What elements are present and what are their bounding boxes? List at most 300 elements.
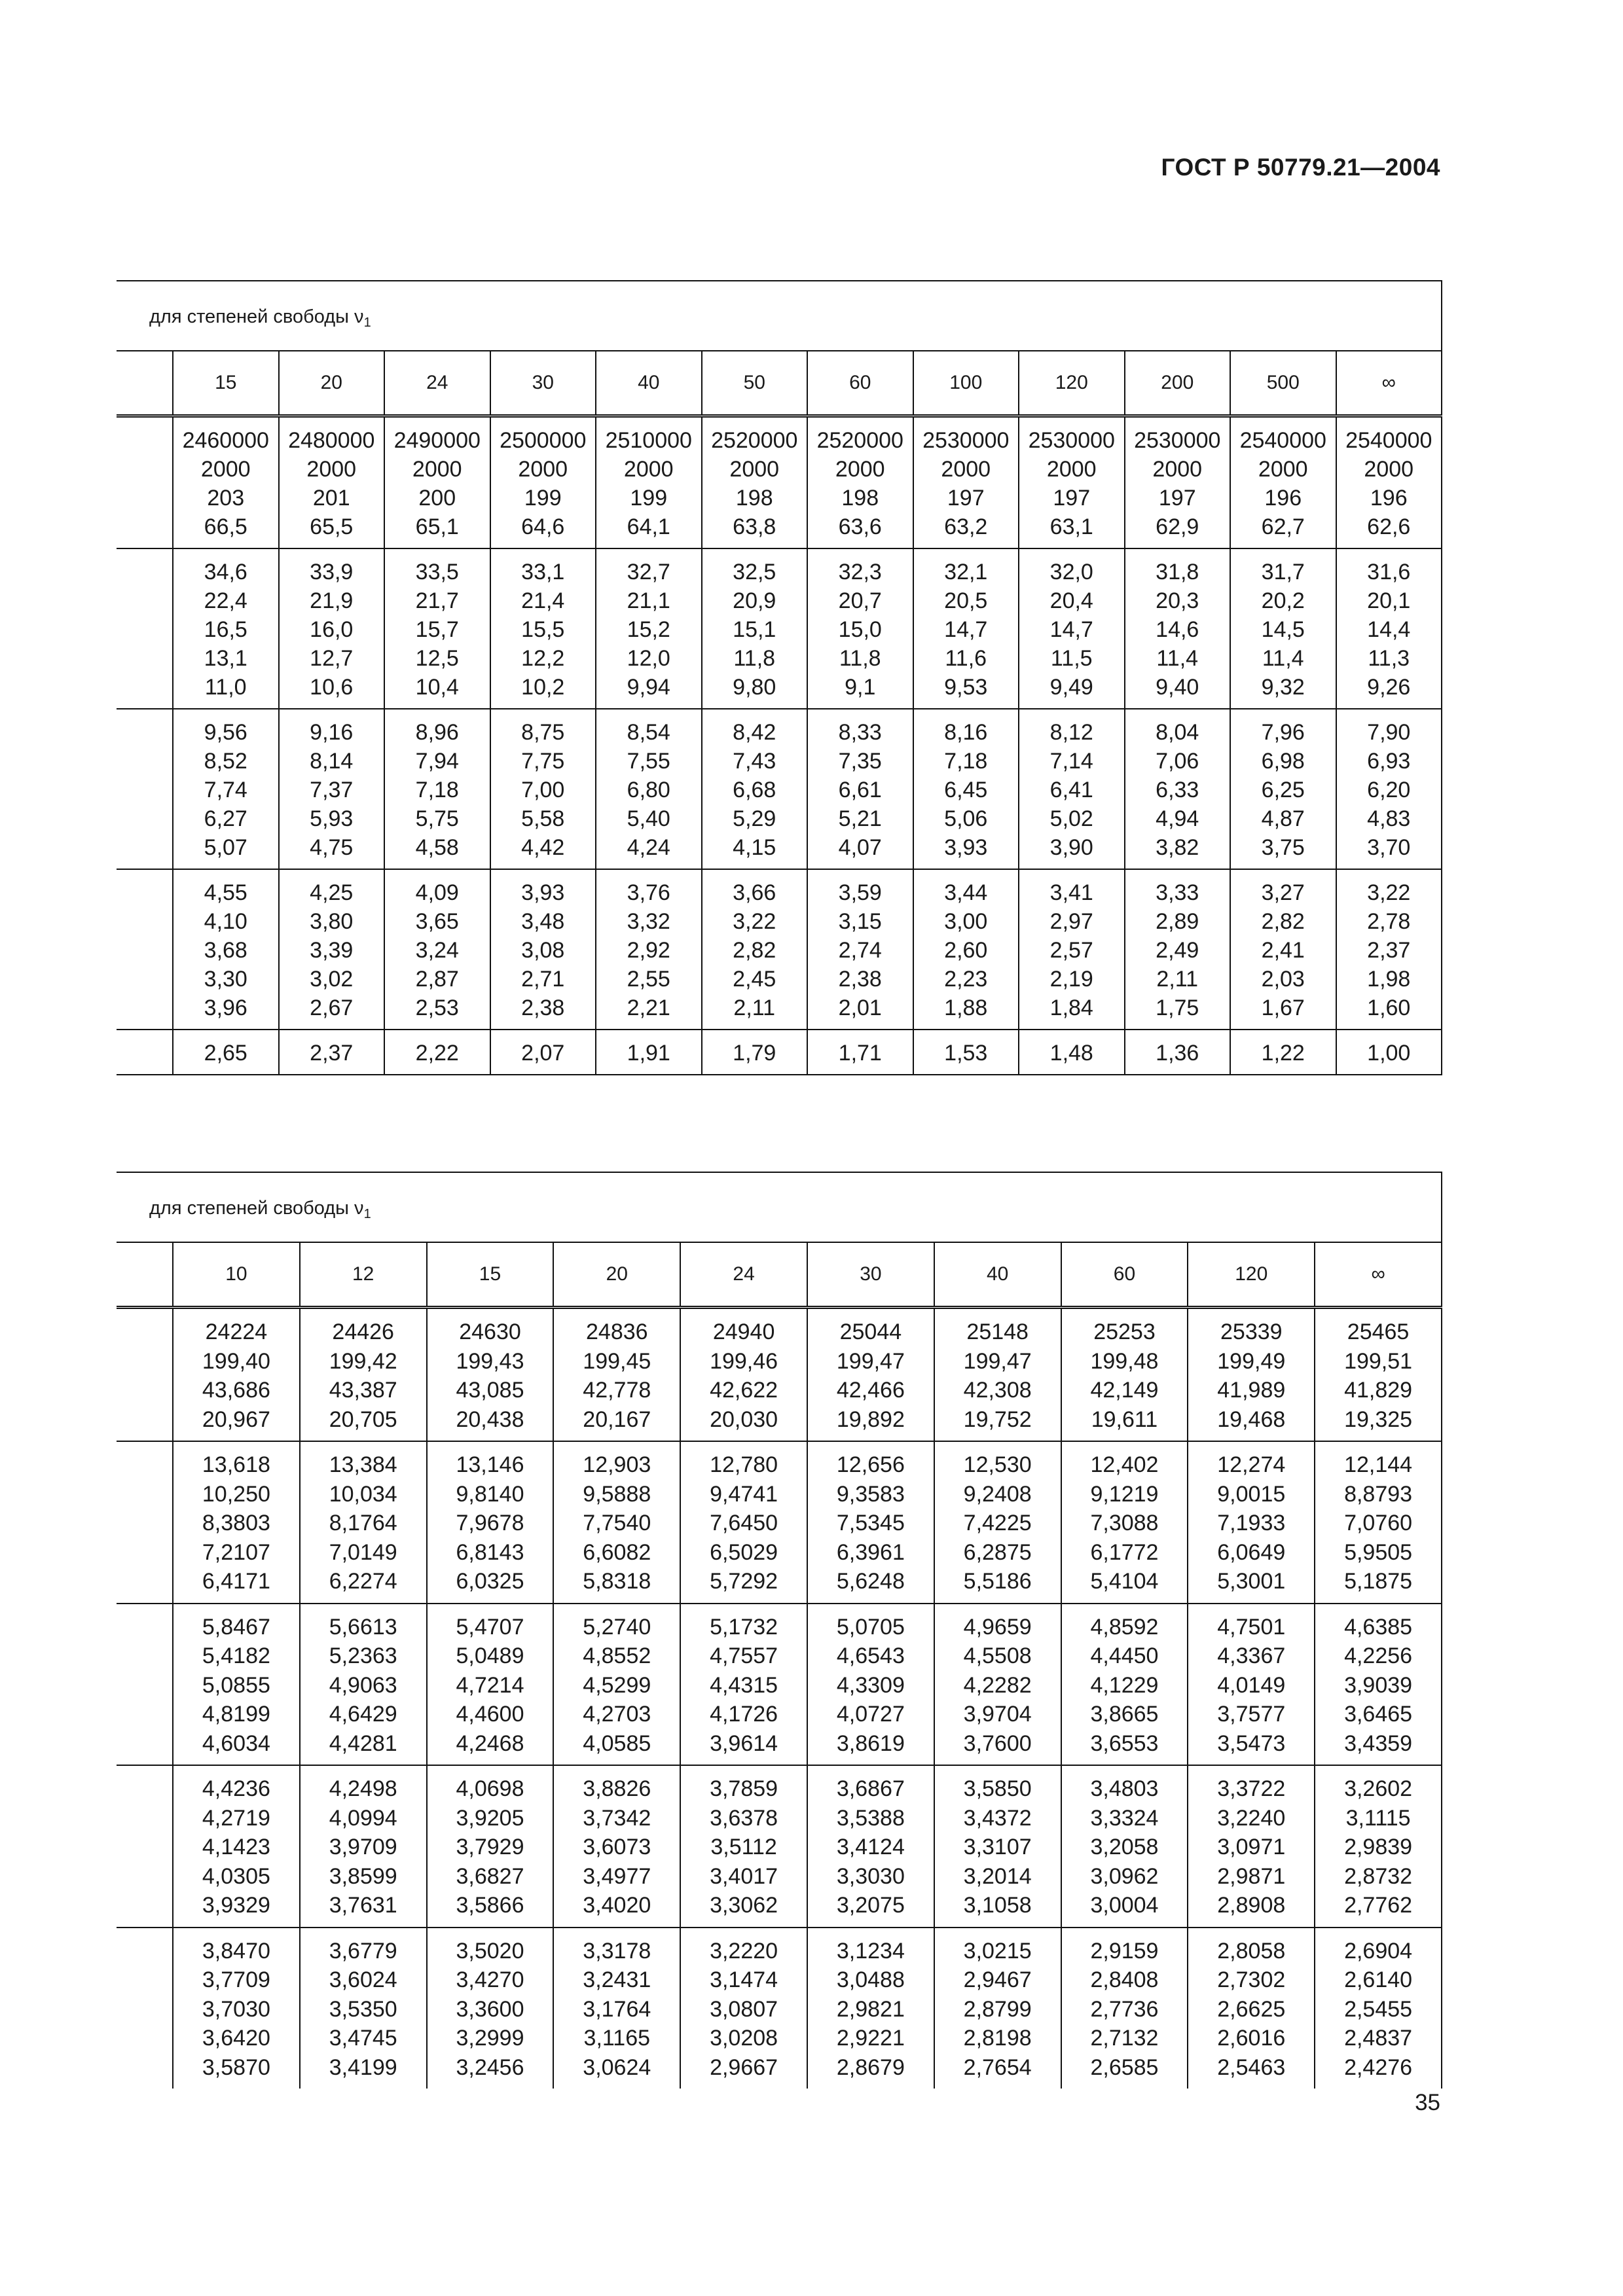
table-cell: 3,2240: [1217, 1805, 1286, 1831]
value-column: [1061, 1766, 1188, 1927]
table-cell: 16,0: [310, 617, 354, 642]
table-cell: 3,75: [1261, 835, 1305, 860]
table-cell: 3,2075: [836, 1893, 905, 1918]
table-cell: 3,4745: [329, 2026, 397, 2051]
table-cell: 32,0: [1049, 560, 1093, 584]
table-cell: 9,80: [733, 675, 776, 700]
table-cell: 21,1: [627, 588, 670, 613]
table-cell: 3,66: [733, 880, 776, 905]
table-cell: 4,0994: [329, 1805, 397, 1831]
value-column: [1061, 1442, 1188, 1603]
table-cell: 4,4281: [329, 1731, 397, 1756]
value-column: [490, 1030, 596, 1074]
table-cell: 3,2058: [1090, 1835, 1159, 1859]
table-cell: 9,2408: [963, 1481, 1032, 1507]
table-cell: 1,88: [944, 996, 988, 1020]
value-column: [426, 1604, 553, 1765]
table-cell: 2460000: [182, 428, 269, 453]
table-cell: 3,5388: [836, 1805, 905, 1831]
table-cell: 22,4: [204, 588, 247, 613]
table-cell: 2,8799: [963, 1996, 1032, 2022]
value-column: [1018, 418, 1124, 548]
table-cell: 20,3: [1156, 588, 1199, 613]
value-column: [1061, 1604, 1188, 1765]
row-label-gutter: [117, 1442, 172, 1603]
table-cell: 3,4977: [583, 1863, 651, 1889]
table-cell: 3,82: [1156, 835, 1199, 860]
value-column: [278, 1030, 384, 1074]
table-cell: 6,6082: [583, 1539, 651, 1565]
value-column: [807, 1604, 934, 1765]
value-column: [490, 549, 596, 708]
table-cell: 3,6465: [1344, 1702, 1413, 1727]
table-cell: 3,4017: [710, 1863, 778, 1889]
value-column: [807, 418, 913, 548]
table-cell: 5,4104: [1090, 1569, 1159, 1594]
table-cell: 4,83: [1367, 806, 1411, 831]
value-column: [426, 1766, 553, 1927]
value-column: [299, 1442, 426, 1603]
table-cell: 196: [1264, 486, 1302, 511]
table-cell: 4,0305: [202, 1863, 270, 1889]
table-cell: 62,9: [1156, 514, 1199, 539]
table-cell: 3,1234: [836, 1938, 905, 1964]
table-cell: 2,92: [627, 938, 670, 963]
value-column: [278, 418, 384, 548]
table-cell: 11,8: [733, 646, 776, 671]
value-column: [553, 1442, 680, 1603]
table-cell: 3,96: [204, 996, 247, 1020]
table-cell: 14,7: [1049, 617, 1093, 642]
table-cell: 3,9709: [329, 1835, 397, 1859]
table-cell: 2,65: [204, 1041, 247, 1066]
row-label-gutter: [117, 1604, 172, 1765]
table-cell: 3,0215: [963, 1938, 1032, 1964]
table-cell: 3,8665: [1090, 1702, 1159, 1727]
table-cell: 3,8470: [202, 1938, 270, 1964]
table-cell: 3,15: [838, 909, 882, 934]
value-column: [934, 1766, 1061, 1927]
column-header: 120: [1018, 351, 1124, 414]
table-cell: 24630: [459, 1319, 521, 1344]
table-cell: 5,2363: [329, 1643, 397, 1668]
table-cell: 4,09: [415, 880, 459, 905]
table-cell: 2,01: [838, 996, 882, 1020]
table-cell: 4,87: [1261, 806, 1305, 831]
table-cell: 20,9: [733, 588, 776, 613]
table-cell: 2,03: [1261, 967, 1305, 992]
table-cell: 3,0962: [1090, 1863, 1159, 1889]
table-cell: 2,37: [1367, 938, 1411, 963]
value-column: [1187, 1604, 1314, 1765]
table-cell: 63,8: [733, 514, 776, 539]
table-cell: 4,1423: [202, 1835, 270, 1859]
table-cell: 2000: [941, 457, 991, 482]
value-column: [680, 1309, 807, 1441]
table-cell: 2,53: [415, 996, 459, 1020]
value-column: [807, 549, 913, 708]
column-header: 30: [807, 1243, 934, 1306]
value-column: [278, 870, 384, 1029]
table-cell: 4,2468: [456, 1731, 524, 1756]
table-cell: 8,16: [944, 720, 988, 745]
table-cell: 4,1726: [710, 1702, 778, 1727]
caption-subscript: 1: [363, 315, 371, 330]
table-cell: 3,32: [627, 909, 670, 934]
value-column: [913, 549, 1019, 708]
table-cell: 8,04: [1156, 720, 1199, 745]
table-cell: 198: [841, 486, 879, 511]
table-cell: 2,9467: [963, 1967, 1032, 1992]
table-cell: 3,80: [310, 909, 354, 934]
row-group: [117, 709, 1442, 870]
caption-label: для степеней свободы ν: [149, 306, 364, 327]
table-cell: 6,3961: [836, 1539, 905, 1565]
table-cell: 2,37: [310, 1041, 354, 1066]
table-cell: 8,8793: [1344, 1481, 1413, 1507]
table-cell: 9,26: [1367, 675, 1411, 700]
table-cell: 2540000: [1345, 428, 1432, 453]
table-cell: 3,3107: [963, 1835, 1032, 1859]
value-column: [807, 1766, 934, 1927]
table-cell: 2,8679: [836, 2054, 905, 2080]
table-cell: 2,9821: [836, 1996, 905, 2022]
table-cell: 7,0760: [1344, 1511, 1413, 1535]
table-cell: 2,57: [1049, 938, 1093, 963]
column-header-row: [117, 350, 1442, 418]
table-cell: 2,9839: [1344, 1835, 1413, 1859]
table-cell: 7,5345: [836, 1511, 905, 1535]
value-column: [701, 1030, 807, 1074]
table-cell: 3,3722: [1217, 1776, 1286, 1801]
column-header: 500: [1230, 351, 1336, 414]
row-group: [117, 1030, 1442, 1075]
row-label-gutter: [117, 1928, 172, 2089]
table-cell: 4,7501: [1217, 1614, 1286, 1640]
table-cell: 4,5508: [963, 1643, 1032, 1668]
table-cell: 43,387: [329, 1378, 397, 1403]
table-cell: 25253: [1093, 1319, 1156, 1344]
table-cell: 4,9063: [329, 1672, 397, 1698]
table-cell: 3,24: [415, 938, 459, 963]
value-column: [595, 549, 701, 708]
row-label-gutter: [117, 1243, 172, 1306]
table-cell: 3,3030: [836, 1863, 905, 1889]
table-cell: 2510000: [605, 428, 692, 453]
table-cell: 11,6: [945, 646, 987, 671]
table-cell: 6,98: [1261, 749, 1305, 774]
table-cell: 9,1: [845, 675, 876, 700]
table-cell: 5,3001: [1217, 1569, 1286, 1594]
value-column: [1230, 870, 1336, 1029]
table-cell: 3,9329: [202, 1893, 270, 1918]
table-cell: 9,0015: [1217, 1481, 1286, 1507]
value-column: [1124, 418, 1230, 548]
table-cell: 3,7709: [202, 1967, 270, 1992]
table-cell: 2,6016: [1217, 2026, 1286, 2051]
value-column: [807, 1309, 934, 1441]
table-cell: 19,752: [963, 1407, 1032, 1432]
table-cell: 2,9871: [1217, 1863, 1286, 1889]
value-column: [913, 870, 1019, 1029]
value-column: [934, 1928, 1061, 2089]
table-cell: 10,6: [310, 675, 354, 700]
table-cell: 5,07: [204, 835, 247, 860]
table-cell: 12,2: [521, 646, 565, 671]
table-cell: 9,56: [204, 720, 247, 745]
table-cell: 1,00: [1367, 1041, 1411, 1066]
table-cell: 6,5029: [710, 1539, 778, 1565]
table-cell: 199,43: [456, 1348, 524, 1374]
table-cell: 1,79: [733, 1041, 776, 1066]
table-cell: 19,468: [1217, 1407, 1286, 1432]
table-cell: 4,2719: [202, 1805, 270, 1831]
value-column: [384, 1030, 490, 1074]
value-column: [553, 1309, 680, 1441]
value-column: [426, 1309, 553, 1441]
column-header: 40: [934, 1243, 1061, 1306]
row-group: [117, 418, 1442, 549]
table-cell: 2,38: [521, 996, 565, 1020]
table-cell: 3,5473: [1217, 1731, 1286, 1756]
table-cell: 21,7: [415, 588, 459, 613]
table-cell: 4,55: [204, 880, 247, 905]
value-column: [1018, 549, 1124, 708]
table-cell: 2,55: [627, 967, 670, 992]
table-cell: 9,16: [310, 720, 354, 745]
value-column: [934, 1442, 1061, 1603]
table-cell: 33,1: [521, 560, 565, 584]
table-cell: 7,90: [1367, 720, 1411, 745]
table-cell: 42,149: [1090, 1378, 1159, 1403]
table-cell: 3,2220: [710, 1938, 778, 1964]
table-cell: 15,5: [521, 617, 565, 642]
table-cell: 2,41: [1261, 938, 1305, 963]
table-cell: 4,58: [415, 835, 459, 860]
value-column: [553, 1928, 680, 2089]
table-cell: 3,3062: [710, 1893, 778, 1918]
table-cell: 12,0: [627, 646, 670, 671]
table-cell: 2000: [623, 457, 674, 482]
table-cell: 3,59: [838, 880, 882, 905]
table-cell: 20,7: [838, 588, 882, 613]
row-group: [117, 1766, 1442, 1928]
table-cell: 2540000: [1239, 428, 1326, 453]
table-cell: 197: [1053, 486, 1091, 511]
value-column: [1230, 1030, 1336, 1074]
table-cell: 4,10: [204, 909, 247, 934]
table-cell: 3,5870: [202, 2054, 270, 2080]
table-cell: 5,58: [521, 806, 565, 831]
table-cell: 2520000: [711, 428, 798, 453]
value-column: [172, 1309, 299, 1441]
table-cell: 3,93: [944, 835, 988, 860]
table-cell: 2000: [306, 457, 357, 482]
table-cell: 3,44: [944, 880, 988, 905]
table-cell: 41,829: [1344, 1378, 1413, 1403]
value-column: [299, 1309, 426, 1441]
table-cell: 2530000: [1028, 428, 1115, 453]
table-cell: 5,4707: [456, 1614, 524, 1640]
caption-subscript: 1: [363, 1207, 371, 1221]
value-column: [1314, 1928, 1442, 2089]
table-cell: 3,48: [521, 909, 565, 934]
value-column: [595, 1030, 701, 1074]
table-cell: 10,4: [415, 675, 459, 700]
table-cell: 3,4803: [1090, 1776, 1159, 1801]
table-cell: 7,55: [627, 749, 670, 774]
value-column: [172, 1766, 299, 1927]
table-cell: 2530000: [1134, 428, 1221, 453]
table-cell: 3,68: [204, 938, 247, 963]
table-cell: 6,0649: [1217, 1539, 1286, 1565]
table-cell: 4,2703: [583, 1702, 651, 1727]
table-cell: 33,9: [310, 560, 354, 584]
table-cell: 2,82: [733, 938, 776, 963]
table-cell: 9,49: [1049, 675, 1093, 700]
table-cell: 20,705: [329, 1407, 397, 1432]
table-cell: 34,6: [204, 560, 247, 584]
table-cell: 3,65: [415, 909, 459, 934]
table-cell: 3,6378: [710, 1805, 778, 1831]
table-cell: 4,6034: [202, 1731, 270, 1756]
table-cell: 11,4: [1262, 646, 1304, 671]
table-cell: 9,32: [1261, 675, 1305, 700]
row-label-gutter: [117, 351, 172, 414]
table-cell: 12,656: [836, 1452, 905, 1477]
value-column: [426, 1442, 553, 1603]
table-cell: 5,0489: [456, 1643, 524, 1668]
table-cell: 3,9704: [963, 1702, 1032, 1727]
table-cell: 3,0488: [836, 1967, 905, 1992]
table-cell: 3,2014: [963, 1863, 1032, 1889]
table-cell: 2,8058: [1217, 1938, 1286, 1964]
table-cell: 8,54: [627, 720, 670, 745]
table-cell: 3,8619: [836, 1731, 905, 1756]
table-cell: 4,9659: [963, 1614, 1032, 1640]
table-cell: 43,085: [456, 1378, 524, 1403]
table-cell: 3,41: [1049, 880, 1093, 905]
table-cell: 3,5350: [329, 1996, 397, 2022]
row-group: [117, 549, 1442, 709]
value-column: [1230, 418, 1336, 548]
table-cell: 5,8318: [583, 1569, 651, 1594]
table-cell: 31,7: [1261, 560, 1305, 584]
table-cell: 2,9159: [1090, 1938, 1159, 1964]
table-cell: 66,5: [204, 514, 247, 539]
table-cell: 7,2107: [202, 1539, 270, 1565]
row-label-gutter: [117, 549, 172, 708]
table-cell: 199,45: [583, 1348, 651, 1374]
table-cell: 4,2282: [963, 1672, 1032, 1698]
table-cell: 5,93: [310, 806, 354, 831]
table-cell: 63,6: [838, 514, 882, 539]
table-cell: 19,611: [1091, 1407, 1158, 1432]
value-column: [172, 870, 278, 1029]
table-cell: 2,7654: [963, 2054, 1032, 2080]
table-cell: 16,5: [204, 617, 247, 642]
table-cell: 4,07: [838, 835, 882, 860]
table-cell: 4,24: [627, 835, 670, 860]
row-label-gutter: [117, 1766, 172, 1927]
table-cell: 25044: [839, 1319, 902, 1344]
table-cell: 2000: [1046, 457, 1097, 482]
table-cell: 1,36: [1156, 1041, 1199, 1066]
value-column: [701, 709, 807, 869]
table-cell: 32,7: [627, 560, 670, 584]
table-cell: 31,6: [1367, 560, 1411, 584]
table-cell: 3,6867: [836, 1776, 905, 1801]
value-column: [1336, 1030, 1443, 1074]
table-cell: 11,5: [1050, 646, 1093, 671]
table-cell: 4,75: [310, 835, 354, 860]
table-cell: 2,8732: [1344, 1863, 1413, 1889]
table-cell: 2,9667: [710, 2054, 778, 2080]
table-cell: 2,97: [1049, 909, 1093, 934]
table-cell: 199,47: [963, 1348, 1032, 1374]
table-cell: 2000: [1364, 457, 1414, 482]
table-cell: 4,4600: [456, 1702, 524, 1727]
table-cell: 4,2256: [1344, 1643, 1413, 1668]
table-cell: 3,5112: [710, 1835, 777, 1859]
table-cell: 20,167: [583, 1407, 651, 1432]
column-header: 20: [553, 1243, 680, 1306]
table-cell: 4,0727: [836, 1702, 905, 1727]
table-cell: 12,780: [710, 1452, 778, 1477]
value-column: [1124, 1030, 1230, 1074]
table-cell: 10,250: [202, 1481, 270, 1507]
table-cell: 4,2498: [329, 1776, 397, 1801]
table-cell: 2,7736: [1090, 1996, 1159, 2022]
column-header: 120: [1187, 1243, 1314, 1306]
table-cell: 2480000: [288, 428, 375, 453]
table-cell: 2,45: [733, 967, 776, 992]
table-cell: 2,6904: [1344, 1938, 1413, 1964]
table-cell: 198: [735, 486, 773, 511]
table-cell: 3,33: [1156, 880, 1199, 905]
value-column: [172, 1442, 299, 1603]
value-column: [1230, 709, 1336, 869]
column-header: 60: [807, 351, 913, 414]
table-cell: 2,8908: [1217, 1893, 1286, 1918]
table-cell: 2530000: [922, 428, 1010, 453]
row-group: [117, 1309, 1442, 1442]
table-cell: 5,9505: [1344, 1539, 1413, 1565]
table-cell: 196: [1370, 486, 1408, 511]
table-cell: 2,19: [1049, 967, 1093, 992]
table-cell: 3,6553: [1090, 1731, 1159, 1756]
table-cell: 3,7631: [329, 1893, 397, 1918]
table-cell: 4,15: [733, 835, 776, 860]
table-cell: 3,2456: [456, 2054, 524, 2080]
table-cell: 25148: [966, 1319, 1029, 1344]
f-distribution-table-1: [117, 280, 1442, 1075]
table-cell: 2,7302: [1217, 1967, 1286, 1992]
row-group: [117, 1928, 1442, 2089]
table-cell: 8,96: [415, 720, 459, 745]
table-cell: 10,034: [329, 1481, 397, 1507]
table-cell: 3,02: [310, 967, 354, 992]
table-cell: 8,12: [1049, 720, 1093, 745]
table-cell: 20,967: [202, 1407, 270, 1432]
table-cell: 6,4171: [202, 1569, 270, 1594]
table-cell: 42,466: [836, 1378, 905, 1403]
table-cell: 6,41: [1049, 778, 1093, 802]
table-cell: 5,1732: [710, 1614, 778, 1640]
table-cell: 11,8: [839, 646, 881, 671]
table-cell: 64,6: [521, 514, 565, 539]
table-cell: 1,84: [1049, 996, 1093, 1020]
